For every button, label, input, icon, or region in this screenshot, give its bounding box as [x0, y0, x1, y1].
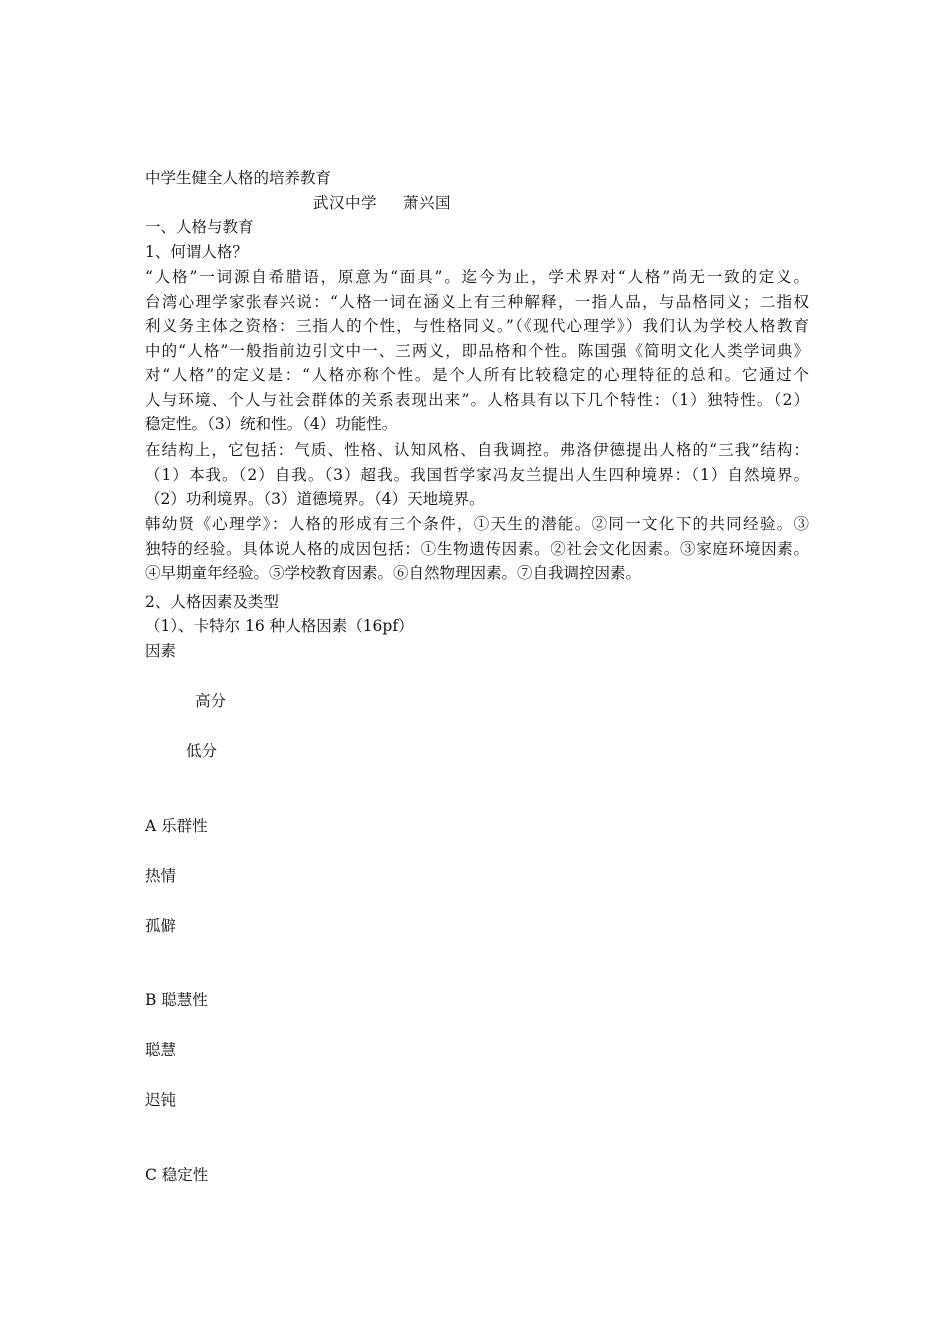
section1-heading: 一、人格与教育	[145, 218, 254, 236]
factor-low: 迟钝	[145, 1091, 177, 1109]
paragraph-line: 韩幼贤《心理学》：人格的形成有三个条件，①天生的潜能。②同一文化下的共同经验。③	[145, 515, 809, 533]
table-header-high: 高分	[195, 692, 227, 710]
q1-heading: 1、何谓人格？	[145, 243, 248, 261]
paragraph-line: （1）本我。（2）自我。（3）超我。我国哲学家冯友兰提出人生四种境界：（1）自然境界。	[145, 465, 809, 484]
factor-high: 聪慧	[145, 1041, 177, 1059]
paragraph-line: 利义务主体之资格：三指人的个性，与性格同义。”（《现代心理学》）我们认为学校人格教育	[145, 317, 809, 335]
section2-heading: 2、人格因素及类型	[145, 593, 279, 611]
paragraph-line: 在结构上，它包括：气质、性格、认知风格、自我调控。弗洛伊德提出人格的“三我”结构：	[145, 441, 809, 459]
paragraph-line: 稳定性。（3）统和性。（4）功能性。	[145, 415, 398, 433]
author-name: 萧兴国	[403, 194, 452, 212]
paragraph-definition	[145, 265, 809, 437]
factor-low: 孤僻	[145, 917, 177, 935]
table-header-low: 低分	[186, 742, 218, 760]
factor-high: 热情	[145, 867, 177, 885]
paragraph-line: 人与环境、个人与社会群体的关系表现出来”。人格具有以下几个特性：（1）独特性。（2）	[145, 390, 809, 409]
paragraph-line: ④早期童年经验。⑤学校教育因素。⑥自然物理因素。⑦自我调控因素。	[145, 564, 642, 582]
table-header-factor: 因素	[145, 642, 177, 660]
paragraph-formation	[145, 512, 809, 586]
paragraph-line: 中的“人格”一般指前边引文中一、三两义，即品格和个性。陈国强《简明文化人类学词典》	[145, 341, 809, 360]
paragraph-line: 对“人格”的定义是：“人格亦称个性。是个人所有比较稳定的心理特征的总和。它通过个	[145, 366, 809, 384]
author-line	[313, 191, 613, 216]
paragraph-line: “人格”一词源自希腊语，原意为“面具”。迄今为止，学术界对“人格”尚无一致的定义。	[145, 268, 809, 286]
paragraph-line: 独特的经验。具体说人格的成因包括：①生物遗传因素。②社会文化因素。③家庭环境因素。	[145, 539, 809, 558]
paragraph-line: 台湾心理学家张春兴说：“人格一词在涵义上有三种解释，一指人品，与品格同义；二指权	[145, 292, 809, 311]
paragraph-structure	[145, 438, 809, 512]
factor-label: B 聪慧性	[145, 991, 208, 1009]
author-school: 武汉中学	[313, 194, 378, 212]
factor-label: A 乐群性	[145, 817, 208, 835]
paragraph-line: （2）功利境界。（3）道德境界。（4）天地境界。	[145, 490, 485, 508]
document-title: 中学生健全人格的培养教育	[145, 169, 332, 187]
cattell-16pf-heading: （1）、卡特尔 16 种人格因素（16pf）	[145, 617, 414, 635]
factor-label: C 稳定性	[145, 1166, 209, 1184]
